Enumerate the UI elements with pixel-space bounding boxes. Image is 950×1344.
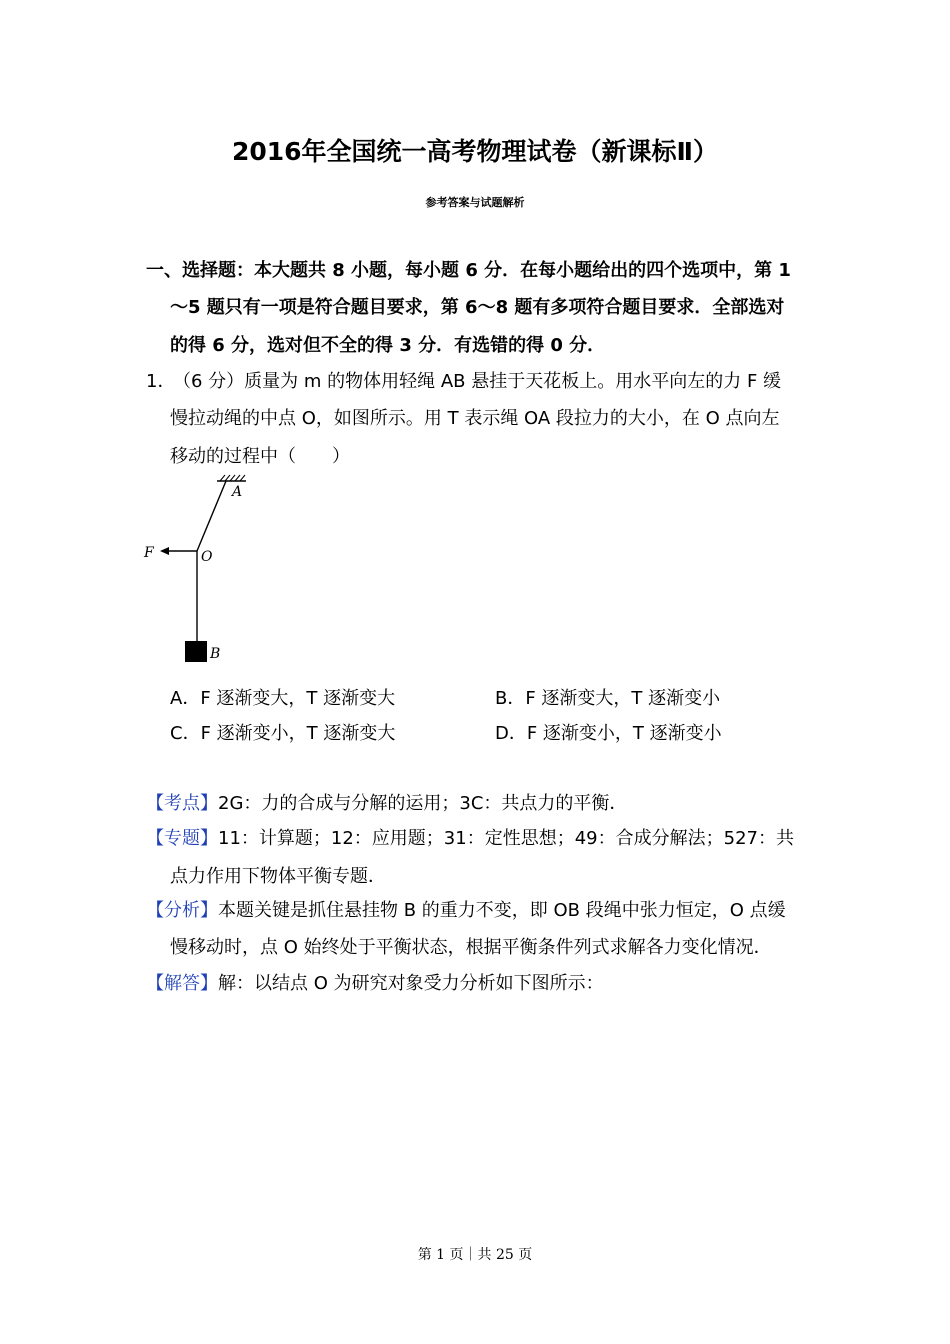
section-heading-line-3: 的得 6 分，选对但不全的得 3 分．有选错的得 0 分．	[170, 335, 606, 356]
section-heading-line-1: 一、选择题：本大题共 8 小题，每小题 6 分．在每小题给出的四个选项中，第 1	[146, 260, 791, 281]
zhuanti-row	[146, 824, 794, 850]
page-title: 2016年全国统一高考物理试卷（新课标Ⅱ）	[231, 137, 719, 166]
kaodian-text: 2G：力的合成与分解的运用；3C：共点力的平衡．	[218, 793, 628, 814]
fenxi-text-line-1: 本题关键是抓住悬挂物 B 的重力不变，即 OB 段绳中张力恒定，O 点缓	[218, 900, 786, 921]
label-f: F	[144, 545, 154, 561]
option-c: C．F 逐渐变小，T 逐渐变大	[170, 723, 396, 744]
jieda-row	[146, 969, 604, 995]
question-line-3: 移动的过程中（ ）	[170, 446, 350, 467]
question-line-1: （6 分）质量为 m 的物体用轻绳 AB 悬挂于天花板上。用水平向左的力 F 缓	[173, 371, 782, 392]
zhuanti-tag: 【专题】	[146, 828, 218, 849]
fenxi-text-line-2: 慢移动时，点 O 始终处于平衡状态，根据平衡条件列式求解各力变化情况．	[170, 937, 772, 958]
rope-figure	[140, 472, 260, 672]
fenxi-row	[146, 896, 786, 922]
kaodian-tag: 【考点】	[146, 793, 218, 814]
rope-segment-oa	[197, 481, 226, 551]
option-a: A．F 逐渐变大，T 逐渐变大	[170, 688, 396, 709]
question-line-2: 慢拉动绳的中点 O，如图所示。用 T 表示绳 OA 段拉力的大小，在 O 点向左	[170, 408, 780, 429]
ceiling-hatch-icon	[217, 475, 246, 481]
jieda-tag: 【解答】	[146, 973, 218, 994]
section-heading-line-2: ～5 题只有一项是符合题目要求，第 6～8 题有多项符合题目要求．全部选对	[170, 297, 785, 318]
option-b: B．F 逐渐变大，T 逐渐变小	[495, 688, 721, 709]
hanging-mass-block	[185, 641, 207, 662]
zhuanti-text-line-1: 11：计算题；12：应用题；31：定性思想；49：合成分解法；527：共	[218, 828, 794, 849]
question-number: 1．	[146, 371, 176, 392]
fenxi-tag: 【分析】	[146, 900, 218, 921]
label-o: O	[201, 549, 213, 565]
jieda-text: 解：以结点 O 为研究对象受力分析如下图所示：	[218, 973, 604, 994]
zhuanti-text-line-2: 点力作用下物体平衡专题．	[170, 866, 386, 887]
label-a: A	[232, 484, 243, 500]
force-arrow-head-icon	[160, 547, 169, 555]
option-d: D．F 逐渐变小，T 逐渐变小	[495, 723, 722, 744]
kaodian-row	[146, 789, 627, 815]
label-b: B	[210, 646, 221, 662]
page-footer: 第 1 页｜共 25 页	[417, 1247, 533, 1263]
page-subtitle: 参考答案与试题解析	[425, 196, 525, 209]
